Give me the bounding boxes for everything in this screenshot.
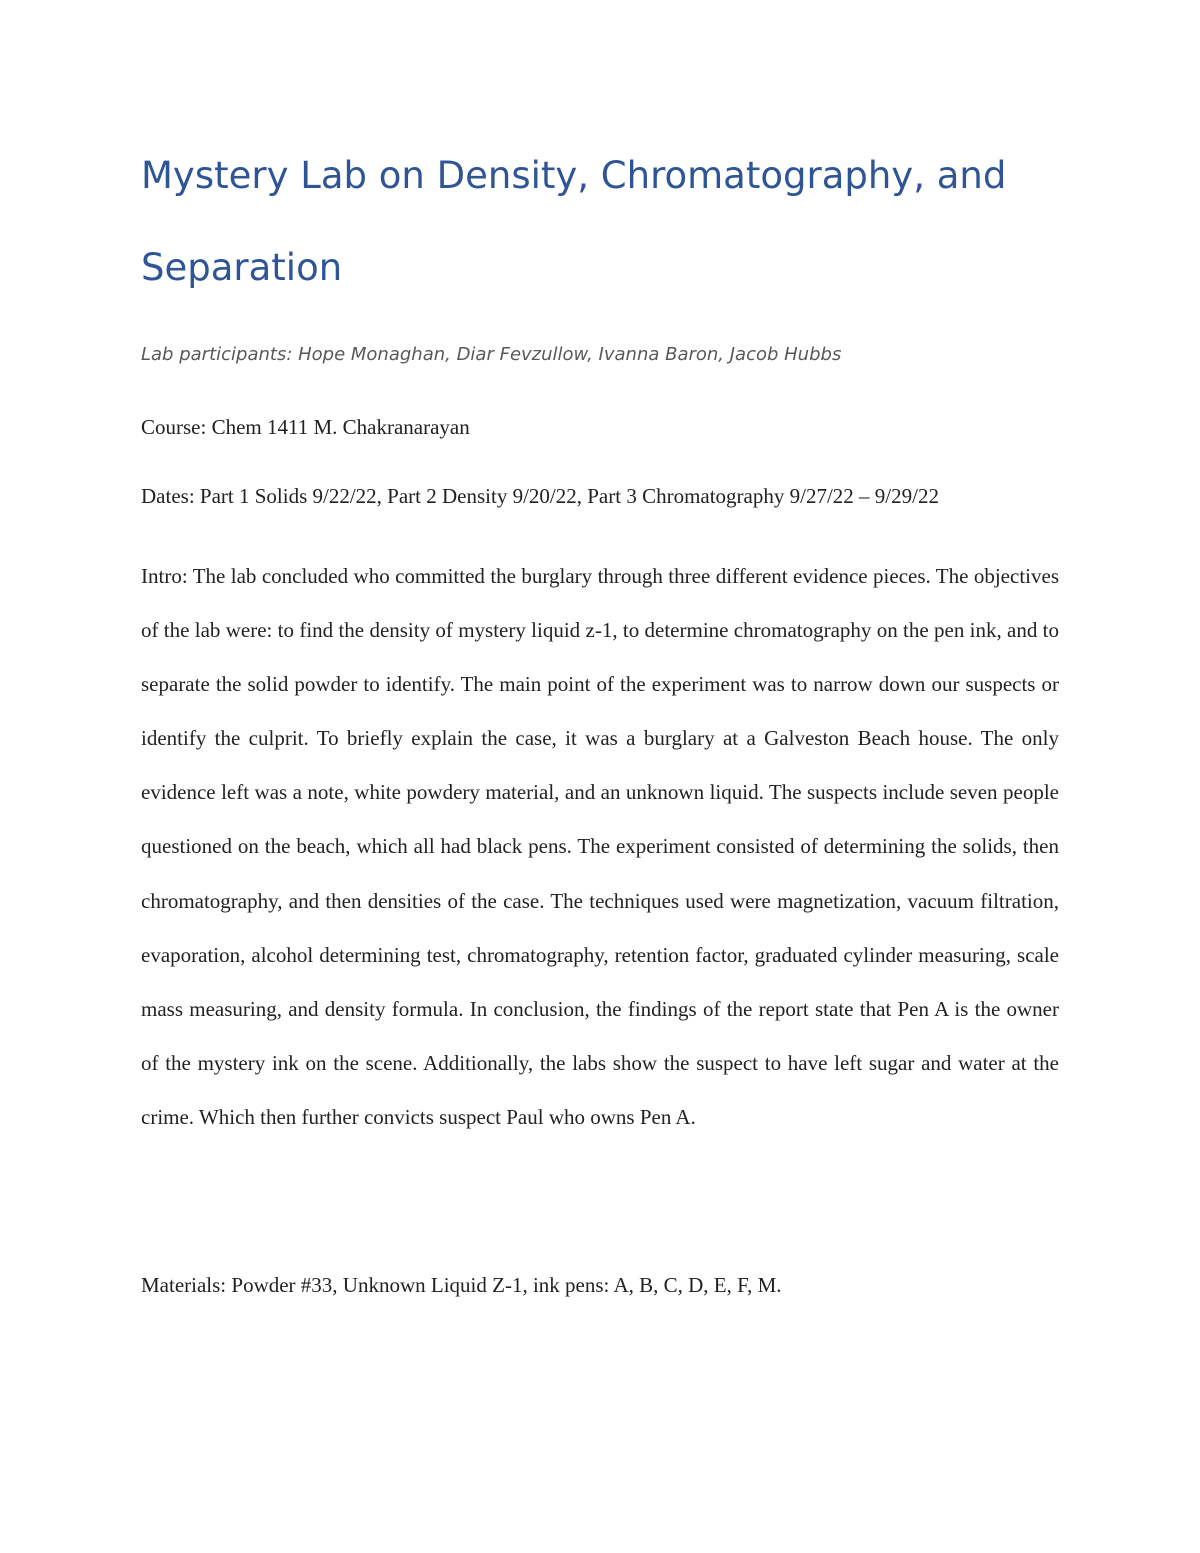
dates-line: Dates: Part 1 Solids 9/22/22, Part 2 Density 9/20/22, Part 3 Chromatography 9/27/22 – 9/29/22 <box>141 484 939 508</box>
course-line: Course: Chem 1411 M. Chakranarayan <box>141 415 470 439</box>
lab-participants: Lab participants: Hope Monaghan, Diar Fevzullow, Ivanna Baron, Jacob Hubbs <box>141 344 842 365</box>
materials-line: Materials: Powder #33, Unknown Liquid Z-1, ink pens: A, B, C, D, E, F, M. <box>141 1273 782 1297</box>
intro-paragraph: Intro: The lab concluded who committed the burglary through three different evidence pieces. The objectives of the lab were: to find the density of mystery liquid z-1, to determine chromatography on the pen ink, and to separate the solid powder to identify. The main point of the experiment was to narrow down our suspects or identify the culprit. To briefly explain the case, it was a burglary at a Galveston Beach house. The only evidence left was a note, white powdery material, and an unknown liquid. The suspects include seven people questioned on the beach, which all had black pens. The experiment consisted of determining the solids, then chromatography, and then densities of the case. The techniques used were magnetization, vacuum filtration, evaporation, alcohol determining test, chromatography, retention factor, graduated cylinder measuring, scale mass measuring, and density formula. In conclusion, the findings of the report state that Pen A is the owner of the mystery ink on the scene. Additionally, the labs show the suspect to have left sugar and water at the crime. Which then further convicts suspect Paul who owns Pen A. <box>141 564 1059 1129</box>
document-title: Mystery Lab on Density, Chromatography, and Separation <box>141 154 1007 289</box>
